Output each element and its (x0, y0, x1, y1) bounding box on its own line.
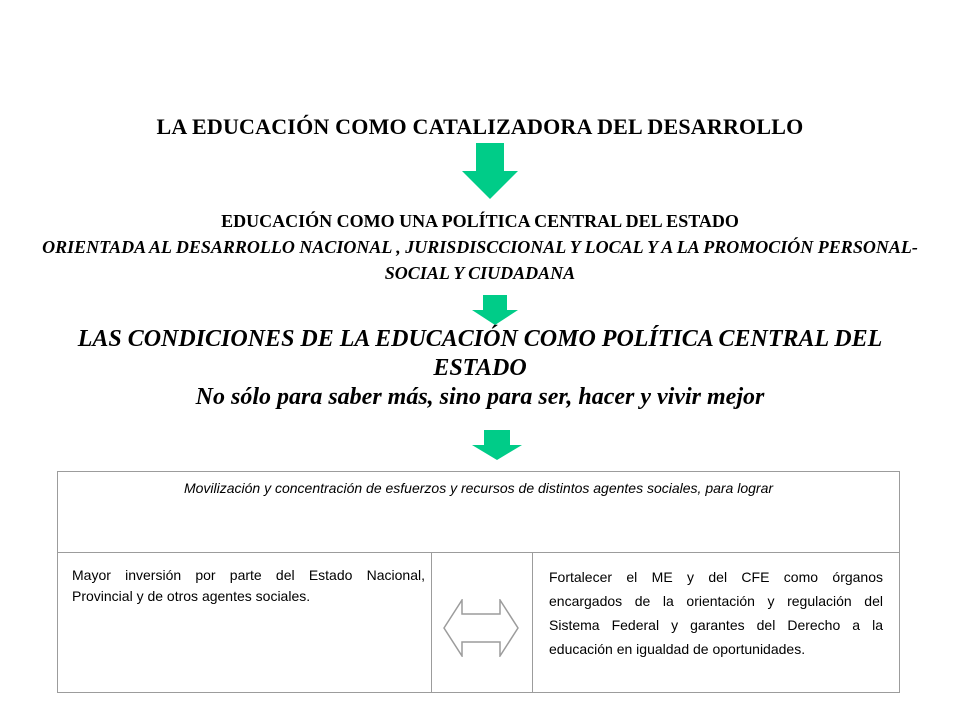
policy-line1: EDUCACIÓN COMO UNA POLÍTICA CENTRAL DEL ESTADO (221, 211, 739, 231)
policy-block (40, 208, 920, 286)
conditions-block (40, 325, 920, 412)
conditions-heading: LAS CONDICIONES DE LA EDUCACIÓN COMO POLÍTICA CENTRAL DEL ESTADO (77, 326, 883, 381)
table-header: Movilización y concentración de esfuerzos y recursos de distintos agentes sociales, para lograr (58, 472, 899, 553)
policy-line2: ORIENTADA AL DESARROLLO NACIONAL , JURISDISCCIONAL Y LOCAL Y A LA PROMOCIÓN PERSONAL-SOCIAL Y CIUDADANA (42, 237, 918, 283)
table-cell-left: Mayor inversión por parte del Estado Nacional, Provincial y de otros agentes sociales. (58, 553, 432, 692)
table-cell-middle (432, 553, 533, 692)
down-arrow-icon (472, 430, 522, 460)
main-title: LA EDUCACIÓN COMO CATALIZADORA DEL DESARROLLO (156, 114, 804, 139)
conditions-tagline: No sólo para saber más, sino para ser, hacer y vivir mejor (195, 384, 765, 410)
down-arrow-icon (472, 295, 518, 325)
conditions-table (57, 471, 900, 693)
double-arrow-icon (443, 599, 519, 657)
table-cell-right: Fortalecer el ME y del CFE como órganos encargados de la orientación y regulación del Sistema Federal y garantes del Derecho a la educación en igualdad de oportunidades. (549, 569, 883, 657)
down-arrow-icon (462, 143, 518, 199)
